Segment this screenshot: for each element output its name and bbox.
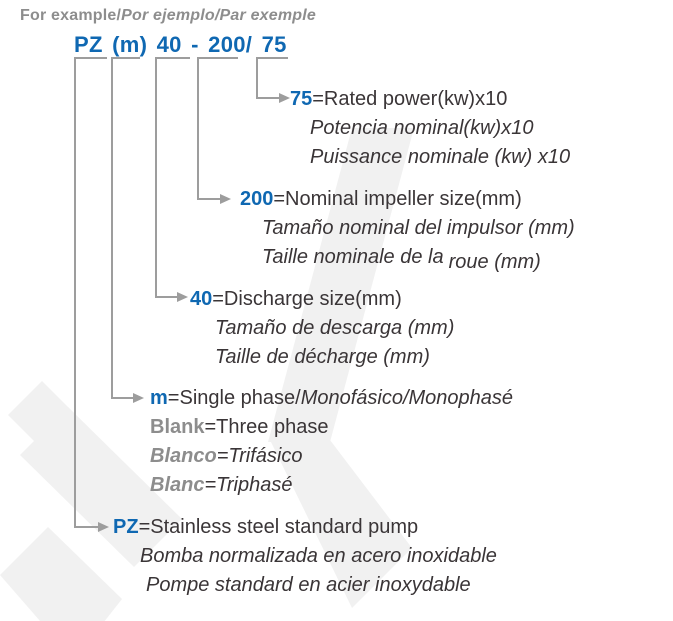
connector-75-line xyxy=(257,58,288,98)
phase-line-blanc xyxy=(150,471,513,500)
phase-line-blanco xyxy=(150,442,513,471)
phase-blanco-term: Blanco xyxy=(150,445,217,467)
phase-blanco-text: =Trifásico xyxy=(216,445,303,467)
pump-text-es: Bomba normalizada en acero inoxidable xyxy=(140,545,497,567)
rated-power-code: 75 xyxy=(290,88,313,110)
rated-power-text-es: Potencia nominal(kw)x10 xyxy=(310,117,534,139)
rated-power-text-fr: Puissance nominale (kw) x10 xyxy=(310,146,571,168)
block-phase xyxy=(150,384,513,500)
connector-200-line xyxy=(198,58,238,199)
connector-40-arrow-icon xyxy=(177,292,188,302)
impeller-text-fr-main: Taille nominale de la xyxy=(262,246,444,268)
connector-pz-line xyxy=(75,58,107,527)
connector-75-arrow-icon xyxy=(279,93,290,103)
discharge-code: 40 xyxy=(190,288,213,310)
pump-text-en: =Stainless steel standard pump xyxy=(138,516,419,538)
phase-line-blank xyxy=(150,413,513,442)
phase-blanc-text: =Triphasé xyxy=(204,474,293,496)
phase-code: m xyxy=(150,387,168,409)
phase-line-single xyxy=(150,384,513,413)
impeller-line-en xyxy=(240,185,575,214)
discharge-text-en: =Discharge size(mm) xyxy=(212,288,402,310)
impeller-text-es: Tamaño nominal del impulsor (mm) xyxy=(262,217,575,239)
discharge-text-fr: Taille de décharge (mm) xyxy=(215,346,430,368)
phase-text-translations: Monofásico/Monophasé xyxy=(300,387,514,409)
connector-pz-arrow-icon xyxy=(98,522,109,532)
impeller-text-fr-tail: roue (mm) xyxy=(448,251,541,273)
phase-blank-term: Blank xyxy=(150,416,205,438)
connector-m-arrow-icon xyxy=(133,393,144,403)
block-pump-type xyxy=(113,513,497,600)
impeller-code: 200 xyxy=(240,188,274,210)
model-code: PZ (m) 40 - 200/ 75 xyxy=(74,32,287,57)
phase-text-en: =Single phase/ xyxy=(167,387,301,409)
discharge-line-en xyxy=(190,285,454,314)
impeller-text-en: =Nominal impeller size(mm) xyxy=(273,188,522,210)
impeller-text-fr xyxy=(240,243,575,272)
discharge-text-es: Tamaño de descarga (mm) xyxy=(215,317,455,339)
pump-line-en xyxy=(113,513,497,542)
block-rated-power xyxy=(290,85,570,172)
pump-code: PZ xyxy=(113,516,139,538)
rated-power-line-en xyxy=(290,85,570,114)
connector-m-line xyxy=(112,58,140,398)
rated-power-text-en: =Rated power(kw)x10 xyxy=(312,88,508,110)
pump-text-fr: Pompe standard en acier inoxydable xyxy=(146,574,471,596)
phase-blank-text: =Three phase xyxy=(204,416,329,438)
phase-blanc-term: Blanc xyxy=(150,474,205,496)
block-impeller-size xyxy=(240,185,575,272)
example-heading-en: For example/ xyxy=(20,7,122,24)
example-heading-translations: Por ejemplo/Par exemple xyxy=(121,7,317,24)
example-heading xyxy=(20,7,316,25)
block-discharge-size xyxy=(190,285,454,372)
connector-200-arrow-icon xyxy=(220,194,231,204)
connector-40-line xyxy=(156,58,190,297)
